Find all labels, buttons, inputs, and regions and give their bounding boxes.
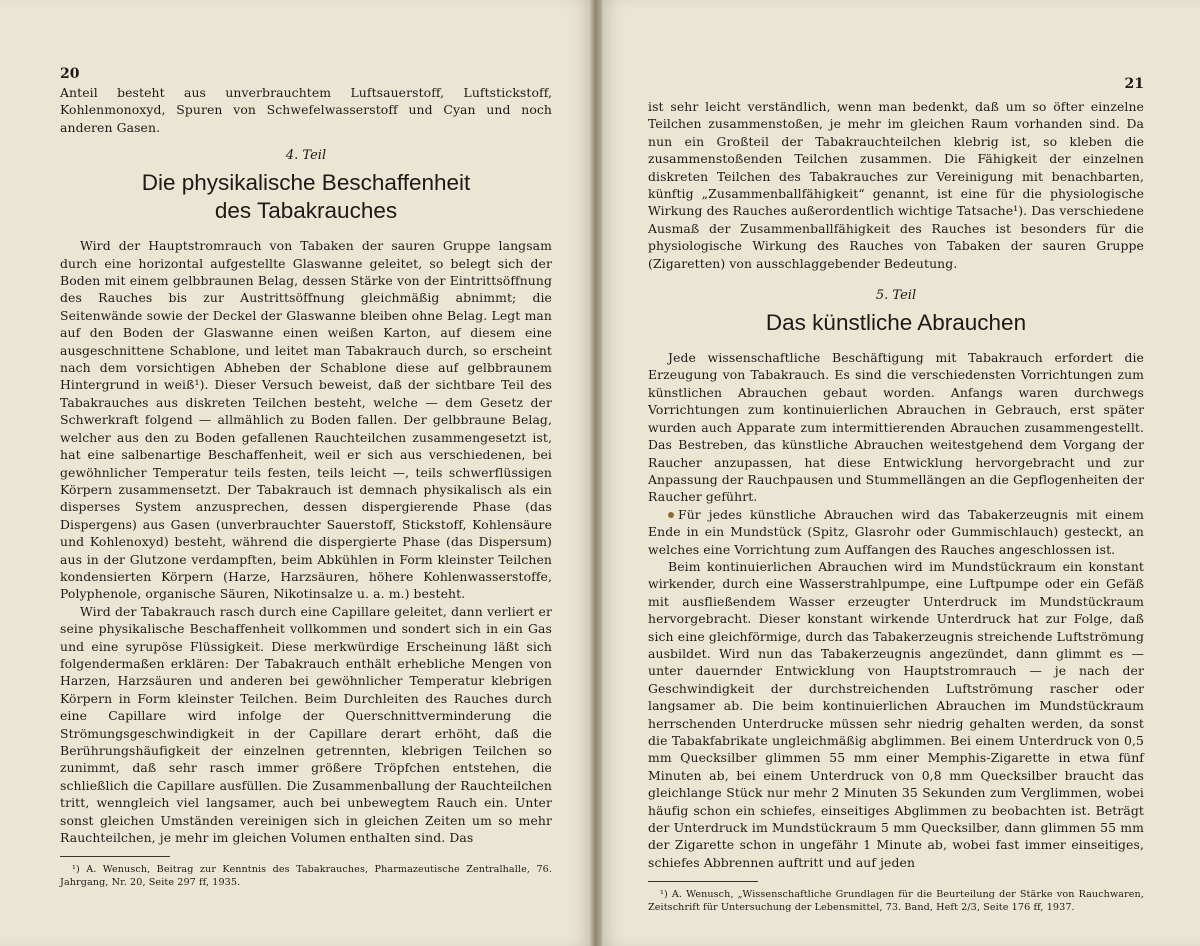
left-page (0, 0, 596, 946)
body-paragraph: Wird der Tabakrauch rasch durch eine Capillare geleitet, dann verliert er seine physikalische Beschaffenheit vollkommen und sondert sich in ein Gas und eine syrupöse Flüssigkeit. Diese merkwürdige Erscheinung läßt sich folgendermaßen erklären: Der Tabakrauch enthält erhebliche Mengen von Harzen, Harzsäuren und anderen bei gewöhnlicher Temperatur klebrigen Körpern in Form kleinster Teilchen. Beim Durchleiten des Rauches durch eine Capillare wird infolge der Querschnittverminderung die Strömungsgeschwindigkeit in der Capillare derart erhöht, daß die Berührungshäufigkeit der einzelnen getrennten, klebrigen Teilchen so zunimmt, daß sehr rasch immer größere Tröpfchen entstehen, die schließlich die Capillare ausfüllen. Die Zusammenballung der Rauchteilchen tritt, wenngleich viel langsamer, auch bei unbewegtem Rauch ein. Unter sonst gleichen Umständen vereinigen sich in gleichen Zeiten um so mehr Rauchteilchen, je mehr im gleichen Volumen enthalten sind. Das (60, 603, 552, 846)
paragraph-text: Für jedes künstliche Abrauchen wird das Tabakerzeugnis mit einem Ende in ein Mundstück (Spitz, Glasrohr oder Gummischlauch) gesteckt, an welches eine Vorrichtung zum Auffangen des Rauches angeschlossen ist. (648, 506, 1144, 557)
footnote-rule (60, 856, 170, 857)
heading-line: Die physikalische Beschaffenheit (141, 170, 471, 196)
heading-line: des Tabakrauches (214, 198, 398, 224)
body-paragraph (648, 506, 1144, 558)
part-label: 5. Teil (875, 288, 917, 304)
body-paragraph: Beim kontinuierlichen Abrauchen wird im Mundstückraum ein konstant wirkender, durch eine Wasserstrahlpumpe, eine Luftpumpe oder ein Gefäß mit ausfließendem Wasser erzeugter Unterdruck im Mundstückraum hervorgebracht. Dieser konstant wirkende Unterdruck hat zur Folge, daß sich eine gleichförmige, durch das Tabakerzeugnis streichende Luftströmung ausbildet. Wird nun das Tabakerzeugnis angezündet, dann glimmt es — unter dauernder Entwicklung von Hauptstromrauch — je nach der Geschwindigkeit der durchstreichenden Luftströmung rascher oder langsamer ab. Die beim kontinuierlichen Abrauchen im Mundstückraum herrschenden Unterdrucke müssen sehr niedrig gehalten werden, da sonst die Tabakfabrikate ungleichmäßig abglimmen. Bei einem Unterdruck von 0,5 mm Quecksilber glimmen 55 mm einer Memphis-Zigarette in etwa fünf Minuten ab, bei einem Unterdruck von 0,8 mm Quecksilber braucht das gleichlange Stück nur mehr 2 Minuten 35 Sekunden zum Verglimmen, wobei häufig schon ein schiefes, einseitiges Abglimmen zu beobachten ist. Beträgt der Unterdruck im Mundstückraum 5 mm Quecksilber, dann glimmen 55 mm der Zigarette schon in ungefähr 1 Minute ab, wobei fast immer einseitiges, schiefes Abbrennen auftritt und auf jeden (648, 558, 1144, 870)
footnote: ¹) A. Wenusch, Beitrag zur Kenntnis des Tabakrauches, Pharmazeutische Zentralhalle, 76. Jahrgang, Nr. 20, Seite 297 ff, 1935. (60, 864, 552, 889)
part-label: 4. Teil (285, 148, 327, 164)
right-page (596, 0, 1200, 946)
book-gutter (590, 0, 602, 946)
continuation-paragraph: ist sehr leicht verständlich, wenn man bedenkt, daß um so öfter einzelne Teilchen zusammenstoßen, je mehr im gleichen Raum vorhanden sind. Da nun ein Großteil der Tabakrauchteilchen klebrig ist, so kleben die zusammenstoßenden Teilchen zusammen. Die Fähigkeit der einzelnen diskreten Teilchen des Tabakrauches zur Vereinigung mit benachbarten, künftig „Zusammenballfähigkeit“ genannt, ist eine für die physiologische Wirkung des Rauches außerordentlich wichtige Tatsache¹). Das verschiedene Ausmaß der Zusammenballfähigkeit des Rauches ist besonders für die physiologische Wirkung des Rauches von Tabaken der sauren Gruppe (Zigaretten) von ausschlaggebender Bedeutung. (648, 99, 1144, 271)
page-number: 20 (60, 66, 80, 82)
body-paragraph: Wird der Hauptstromrauch von Tabaken der sauren Gruppe langsam durch eine horizontal aufgestellte Glaswanne geleitet, so belegt sich der Boden mit einem gelbbraunen Belag, dessen Stärke von der Eintrittsöffnung des Rauches bis zur Austrittsöffnung gleichmäßig abnimmt; die Seitenwände sowie der Deckel der Glaswanne bleiben ohne Belag. Legt man auf den Boden der Glaswanne einen weißen Karton, auf diesem eine ausgeschnittene Schablone, und leitet man Tabakrauch durch, so erscheint nach dem vorsichtigen Abheben der Schablone diese auf gelbbraunem Hintergrund in weiß¹). Dieser Versuch beweist, daß der sichtbare Teil des Tabakrauches aus diskreten Teilchen besteht, welche — dem Gesetz der Schwerkraft folgend — allmählich zu Boden fallen. Der gelbbraune Belag, welcher aus den zu Boden gefallenen Rauchteilchen zusammengesetzt ist, hat eine salbenartige Beschaffenheit, weil er sich aus verschiedenen, bei gewöhnlicher Temperatur teils festen, teils leicht —, teils schwerflüssigen Körpern zusammensetzt. Der Tabakrauch ist demnach physikalisch als ein disperses System anzusprechen, dessen dispergierende Phase (das Dispergens) aus Gasen (unverbrauchter Sauerstoff, Stickstoff, Kohlensäure und Kohlenoxyd) besteht, während die dispergierte Phase (das Dispersum) aus in der Glutzone verdampften, beim Abkühlen in Form kleinster Teilchen kondensierten Körpern (Harze, Harzsäuren, höhere Kohlenwasserstoffe, Polyphenole, organische Säuren, Nikotinsalze u. a. m.) besteht. (60, 238, 552, 602)
continuation-paragraph: Anteil besteht aus unverbrauchtem Luftsauerstoff, Luftstickstoff, Kohlenmonoxyd, Spuren von Schwefelwasserstoff und Cyan und noch anderen Gasen. (60, 85, 552, 135)
chapter-heading (60, 169, 552, 225)
ink-blot-icon (668, 512, 674, 518)
footnote: ¹) A. Wenusch, „Wissenschaftliche Grundlagen für die Beurteilung der Stärke von Rauchwaren, Zeitschrift für Untersuchung der Lebensmittel, 73. Band, Heft 2/3, Seite 176 ff, 1937. (648, 889, 1144, 914)
chapter-heading: Das künstliche Abrauchen (765, 310, 1027, 336)
page-number: 21 (1124, 76, 1144, 92)
body-paragraph: Jede wissenschaftliche Beschäftigung mit Tabakrauch erfordert die Erzeugung von Tabakrauch. Es sind die verschiedensten Vorrichtungen zum künstlichen Abrauchen gebaut worden. Anfangs waren durchwegs Vorrichtungen zum kontinuierlichen Abrauchen in Gebrauch, erst später wurden auch Apparate zum intermittierenden Abrauchen zusammengestellt. Das Bestreben, das künstliche Abrauchen weitestgehend dem Vorgang der Raucher anzupassen, hat diese Entwicklung hervorgebracht und zur Anpassung der Rauchpausen und Stummellängen an die Gepflogenheiten der Raucher geführt. (648, 350, 1144, 505)
footnote-rule (648, 881, 758, 882)
